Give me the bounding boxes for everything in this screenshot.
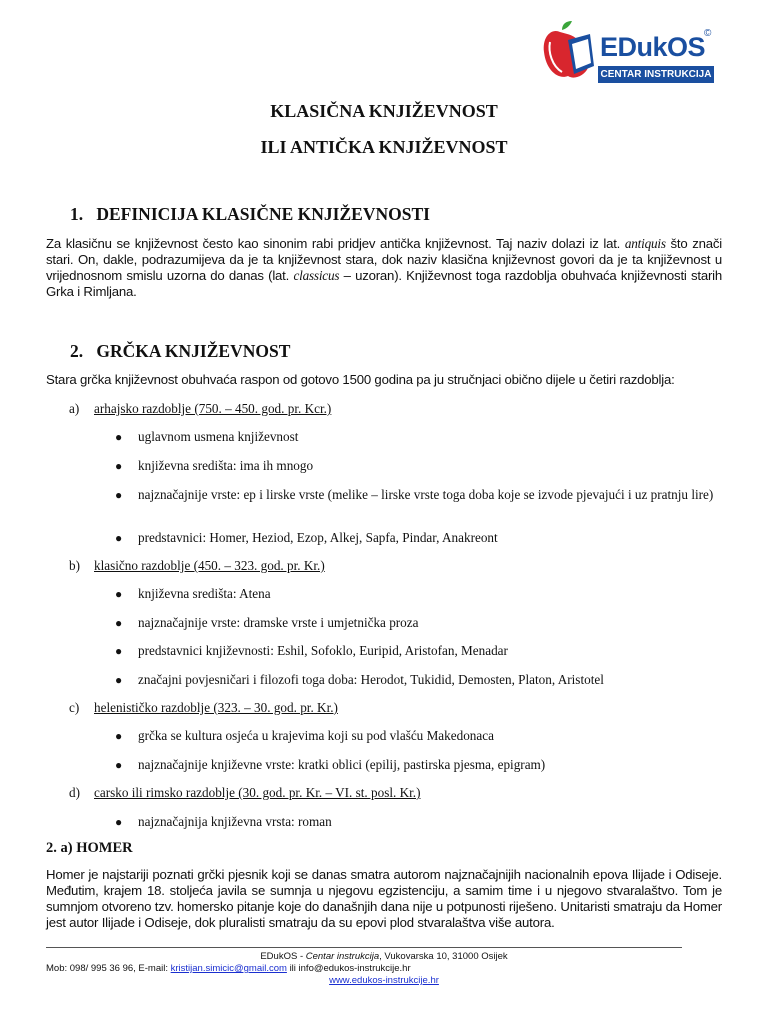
paragraph-text: što znači stari. On, dakle, podrazumijeva da je ta književnost stara, dok naziv klasična književnost govori da je ta književnost u vrijednosnom smislu uzorna do danas (lat. — [46, 236, 723, 283]
period-b — [69, 558, 325, 574]
latin-term: antiquis — [624, 236, 666, 251]
list-item — [115, 814, 723, 830]
bullet-icon: ● — [115, 459, 123, 473]
list-item-text: značajni povjesničari i filozofi toga doba: Herodot, Tukidid, Demosten, Platon, Aristotel — [138, 672, 604, 687]
period-label: a) — [69, 401, 80, 416]
section-1-number: 1. — [70, 204, 84, 224]
list-item — [115, 643, 723, 659]
bullet-icon: ● — [115, 616, 123, 630]
list-item — [115, 615, 723, 631]
logo — [538, 18, 718, 90]
section-2-title: GRČKA KNJIŽEVNOST — [96, 341, 291, 361]
latin-term: classicus — [293, 268, 340, 283]
section-2-intro: Stara grčka književnost obuhvaća raspon od gotovo 1500 godina pa ju stručnjaci obično dijele u četiri razdoblja: — [46, 372, 675, 387]
list-item — [115, 458, 723, 474]
footer-divider — [46, 947, 682, 948]
period-d — [69, 785, 420, 801]
paragraph-text: Za klasičnu se književnost često kao sinonim rabi pridjev antička književnost. Taj naziv dolazi iz lat. — [46, 236, 621, 251]
list-item-text: najznačajnije vrste: ep i lirske vrste (melike – lirske vrste toga doba koje se izvode pjevajući i uz pratnju lire) — [138, 487, 714, 502]
period-name: arhajsko razdoblje (750. – 450. god. pr. Kcr.) — [94, 401, 332, 416]
list-item — [115, 586, 723, 602]
bullet-icon: ● — [115, 488, 123, 502]
list-item — [115, 487, 723, 503]
section-1-heading — [70, 204, 430, 225]
list-item-text: najznačajnija književna vrsta: roman — [138, 814, 332, 829]
brand-subtitle: CENTAR INSTRUKCIJA — [598, 66, 714, 83]
copyright-mark: © — [704, 28, 712, 39]
bullet-icon: ● — [115, 430, 123, 444]
footer-contact — [46, 963, 411, 974]
bullet-icon: ● — [115, 673, 123, 687]
list-item-text: najznačajnije vrste: dramske vrste i umjetnička proza — [138, 615, 419, 630]
email-link[interactable]: kristijan.simicic@gmail.com — [170, 963, 287, 974]
list-item — [115, 757, 723, 773]
footer-org: EDukOS - — [260, 951, 304, 962]
list-item-text: uglavnom usmena književnost — [138, 429, 299, 444]
brand-name: EDukOS — [600, 32, 706, 62]
section-2a-heading: 2. a) HOMER — [46, 840, 133, 856]
list-item-text: predstavnici književnosti: Eshil, Sofoklo, Euripid, Aristofan, Menadar — [138, 643, 508, 658]
period-name: klasično razdoblje (450. – 323. god. pr. Kr.) — [94, 558, 325, 573]
period-a — [69, 401, 331, 417]
bullet-icon: ● — [115, 587, 123, 601]
list-item-text: predstavnici: Homer, Heziod, Ezop, Alkej, Sapfa, Pindar, Anakreont — [138, 530, 498, 545]
list-item — [115, 728, 723, 744]
bullet-icon: ● — [115, 815, 123, 829]
list-item-text: grčka se kultura osjeća u krajevima koji su pod vlašću Makedonaca — [138, 728, 494, 743]
period-name: helenističko razdoblje (323. – 30. god. pr. Kr.) — [94, 700, 338, 715]
footer-org-italic: Centar instrukcija — [305, 951, 380, 962]
list-item-text: najznačajnije književne vrste: kratki oblici (epilij, pastirska pjesma, epigram) — [138, 757, 546, 772]
list-item — [115, 530, 723, 546]
list-item-text: književna središta: ima ih mnogo — [138, 458, 314, 473]
footer-website — [0, 975, 768, 986]
bullet-icon: ● — [115, 531, 123, 545]
bullet-icon: ● — [115, 758, 123, 772]
list-item — [115, 429, 723, 445]
section-2-number: 2. — [70, 341, 84, 361]
section-1-paragraph — [46, 236, 722, 300]
footer-address — [0, 951, 768, 962]
paragraph-text: – uzoran). Književnost toga razdoblja obuhvaća književnosti starih Grka i Rimljana. — [46, 268, 723, 299]
bullet-icon: ● — [115, 644, 123, 658]
website-link[interactable]: www.edukos-instrukcije.hr — [329, 975, 439, 986]
section-1-title: DEFINICIJA KLASIČNE KNJIŽEVNOSTI — [96, 204, 430, 224]
period-label: b) — [69, 558, 80, 573]
period-label: c) — [69, 700, 80, 715]
footer-email-alt: ili info@edukos-instrukcije.hr — [289, 963, 411, 974]
list-item — [115, 672, 723, 688]
period-name: carsko ili rimsko razdoblje (30. god. pr. Kr. – VI. st. posl. Kr.) — [94, 785, 421, 800]
apple-book-icon — [538, 18, 602, 90]
bullet-icon: ● — [115, 729, 123, 743]
period-c — [69, 700, 338, 716]
title-line-2: ILI ANTIČKA KNJIŽEVNOST — [260, 137, 508, 157]
list-item-text: književna središta: Atena — [138, 586, 271, 601]
footer-contact-prefix: Mob: 098/ 995 36 96, E-mail: — [46, 963, 168, 974]
period-label: d) — [69, 785, 80, 800]
section-2-heading — [70, 341, 290, 362]
footer-address-text: , Vukovarska 10, 31000 Osijek — [379, 951, 508, 962]
section-2a-paragraph: Homer je najstariji poznati grčki pjesnik koji se danas smatra autorom najznačajnijih nacionalnih epova Ilijade i Odiseje. Međutim, krajem 18. stoljeća javila se sumnja u njegovu egzistenciju, a samim time i u njegovo stvaralaštvo. Tom je sumnjom otvoreno tzv. homersko pitanje koje do današnjih dana nije u potpunosti riješeno. Unitaristi smatraju da Homer jest autor Ilijade i Odiseje, dok pluralisti smatraju da su epovi plod stvaralaštva više autora. — [46, 867, 722, 930]
title-line-1: KLASIČNA KNJIŽEVNOST — [270, 101, 498, 121]
